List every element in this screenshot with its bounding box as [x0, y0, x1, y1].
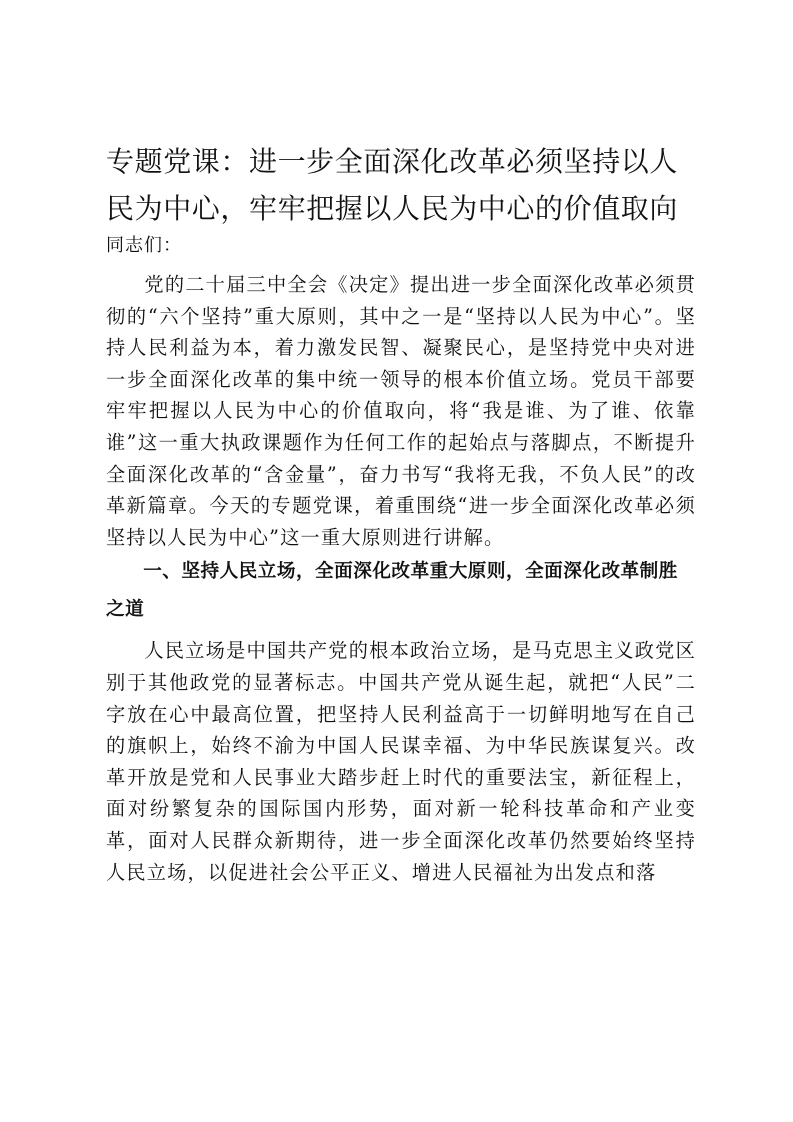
document-title: 专题党课：进一步全面深化改革必须坚持以人民为中心，牢牢把握以人民为中心的价值取向 [106, 145, 679, 225]
document-page [106, 138, 696, 888]
section-1-paragraph: 人民立场是中国共产党的根本政治立场，是马克思主义政党区别于其他政党的显著标志。中国共产党从诞生起，就把“人民”二字放在心中最高位置，把坚持人民利益高于一切鲜明地写在自己的旗帜上，始终不渝为中国人民谋幸福、为中华民族谋复兴。改革开放是党和人民事业大踏步赶上时代的重要法宝，新征程上，面对纷繁复杂的国际国内形势，面对新一轮科技革命和产业变革，面对人民群众新期待，进一步全面深化改革仍然要始终坚持人民立场，以促进社会公平正义、增进人民福祉为出发点和落 [106, 639, 696, 884]
intro-paragraph: 党的二十届三中全会《决定》提出进一步全面深化改革必须贯彻的“六个坚持”重大原则，其中之一是“坚持以人民为中心”。坚持人民利益为本，着力激发民智、凝聚民心，是坚持党中央对进一步全面深化改革的集中统一领导的根本价值立场。党员干部要牢牢把握以人民为中心的价值取向，将“我是谁、为了谁、依靠谁”这一重大执政课题作为任何工作的起始点与落脚点，不断提升全面深化改革的“含金量”，奋力书写“我将无我，不负人民”的改革新篇章。今天的专题党课，着重围绕“进一步全面深化改革必须坚持以人民为中心”这一重大原则进行讲解。 [106, 273, 696, 549]
section-heading-1: 一、坚持人民立场，全面深化改革重大原则，全面深化改革制胜之道 [106, 561, 678, 621]
salutation: 同志们： [106, 235, 182, 256]
